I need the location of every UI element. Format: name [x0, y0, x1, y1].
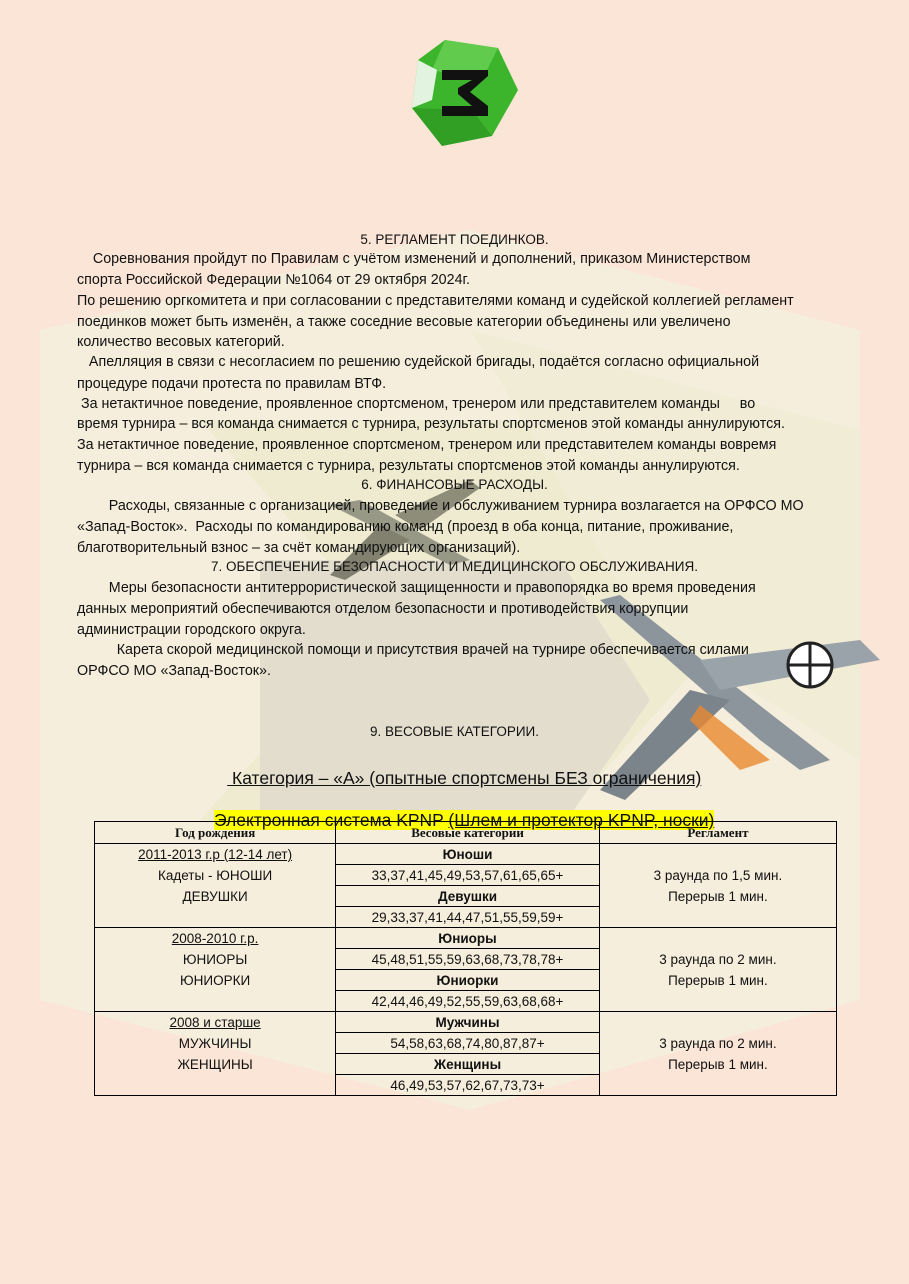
- brand-logo: [412, 40, 518, 146]
- category-label: Мужчины: [336, 1012, 600, 1033]
- rounds-text: 3 раунда по 2 мин.: [659, 951, 777, 967]
- weight-categories-table: [94, 821, 837, 1096]
- paragraph-line: Меры безопасности антитеррористической защищенности и правопорядка во время проведения: [77, 580, 756, 596]
- weights-list: 33,37,41,45,49,53,57,61,65,65+: [336, 865, 600, 886]
- table-row: [95, 928, 837, 949]
- break-text: Перерыв 1 мин.: [668, 972, 768, 988]
- birth-years: 2008 и старше: [169, 1015, 261, 1030]
- paragraph-line: По решению оргкомитета и при согласовании с представителями команд и судейской коллегией регламент: [77, 293, 794, 309]
- weights-list: 29,33,37,41,44,47,51,55,59,59+: [336, 907, 600, 928]
- break-text: Перерыв 1 мин.: [668, 888, 768, 904]
- birth-years: 2011-2013 г.р (12-14 лет): [138, 847, 293, 862]
- weights-list: 42,44,46,49,52,55,59,63,68,68+: [336, 991, 600, 1012]
- paragraph-line: За нетактичное поведение, проявленное спортсменом, тренером или представителем команды во: [77, 396, 756, 412]
- section-9-title: 9. ВЕСОВЫЕ КАТЕГОРИИ.: [370, 724, 539, 739]
- paragraph-line: турнира – вся команда снимается с турнира, результаты спортсменов этой команды аннулируются.: [77, 458, 740, 474]
- section-5-title: 5. РЕГЛАМЕНТ ПОЕДИНКОВ.: [360, 232, 549, 247]
- category-text: Категория – «А» (опытные спортсмены БЕЗ ограничения): [227, 768, 702, 788]
- rounds-text: 3 раунда по 1,5 мин.: [653, 867, 783, 883]
- group-name: Кадеты - ЮНОШИ: [158, 868, 273, 883]
- birth-year-cell: [95, 1012, 336, 1096]
- paragraph-line: Соревнования пройдут по Правилам с учётом изменений и дополнений, приказом Министерством: [77, 251, 751, 267]
- paragraph-line: поединков может быть изменён, а также соседние весовые категории объединены или увеличено: [77, 314, 731, 330]
- regulation-cell: [599, 1012, 836, 1096]
- weights-list: 46,49,53,57,62,67,73,73+: [336, 1075, 600, 1096]
- category-label: Девушки: [336, 886, 600, 907]
- header-birth-year: Год рождения: [95, 822, 336, 844]
- scoring-system-equipment: (Шлем и протектор KPNP, носки): [448, 810, 715, 830]
- paragraph-line: время турнира – вся команда снимается с турнира, результаты спортсменов этой команды аннулируются.: [77, 416, 785, 432]
- header-regulation: Регламент: [599, 822, 836, 844]
- category-label: Женщины: [336, 1054, 600, 1075]
- paragraph-line: Карета скорой медицинской помощи и присутствия врачей на турнире обеспечивается силами: [77, 642, 749, 658]
- table-row: [95, 1012, 837, 1033]
- paragraph-line: спорта Российской Федерации №1064 от 29 октября 2024г.: [77, 272, 470, 288]
- weights-list: 45,48,51,55,59,63,68,73,78,78+: [336, 949, 600, 970]
- paragraph-line: количество весовых категорий.: [77, 334, 285, 350]
- weights-list: 54,58,63,68,74,80,87,87+: [336, 1033, 600, 1054]
- section-6-title: 6. ФИНАНСОВЫЕ РАСХОДЫ.: [361, 477, 548, 492]
- category-label: Юниорки: [336, 970, 600, 991]
- paragraph-line: ОРФСО МО «Запад-Восток».: [77, 663, 271, 679]
- birth-year-cell: [95, 928, 336, 1012]
- paragraph-line: данных мероприятий обеспечиваются отделом безопасности и противодействия коррупции: [77, 601, 689, 617]
- scoring-system-label: Электронная система KPNP: [214, 810, 444, 830]
- paragraph-line: благотворительный взнос – за счёт командирующих организаций).: [77, 540, 521, 556]
- table-row: [95, 844, 837, 865]
- header-weight-categories: Весовые категории: [336, 822, 600, 844]
- rounds-text: 3 раунда по 2 мин.: [659, 1035, 777, 1051]
- group-name: МУЖЧИНЫ: [178, 1036, 252, 1051]
- regulation-cell: [599, 928, 836, 1012]
- section-7-title: 7. ОБЕСПЕЧЕНИЕ БЕЗОПАСНОСТИ И МЕДИЦИНСКОГО ОБСЛУЖИВАНИЯ.: [211, 559, 698, 574]
- paragraph-line: администрации городского округа.: [77, 622, 306, 638]
- regulation-cell: [599, 844, 836, 928]
- paragraph-line: За нетактичное поведение, проявленное спортсменом, тренером или представителем команды вовремя: [77, 437, 777, 453]
- paragraph-line: процедуре подачи протеста по правилам ВТФ.: [77, 376, 387, 392]
- group-name: ЖЕНЩИНЫ: [177, 1057, 253, 1072]
- birth-years: 2008-2010 г.р.: [171, 931, 259, 946]
- paragraph-line: Апелляция в связи с несогласием по решению судейской бригады, подаётся согласно официальной: [77, 354, 760, 370]
- group-name: ДЕВУШКИ: [182, 889, 248, 904]
- group-name: ЮНИОРЫ: [182, 952, 248, 967]
- paragraph-line: «Запад-Восток». Расходы по командированию команд (проезд в оба конца, питание, проживание,: [77, 519, 734, 535]
- category-label: Юниоры: [336, 928, 600, 949]
- group-name: ЮНИОРКИ: [180, 973, 251, 988]
- category-label: Юноши: [336, 844, 600, 865]
- table-header-row: [95, 822, 837, 844]
- break-text: Перерыв 1 мин.: [668, 1056, 768, 1072]
- paragraph-line: Расходы, связанные с организацией, проведение и обслуживанием турнира возлагается на ОРФСО МО: [77, 498, 804, 514]
- birth-year-cell: [95, 844, 336, 928]
